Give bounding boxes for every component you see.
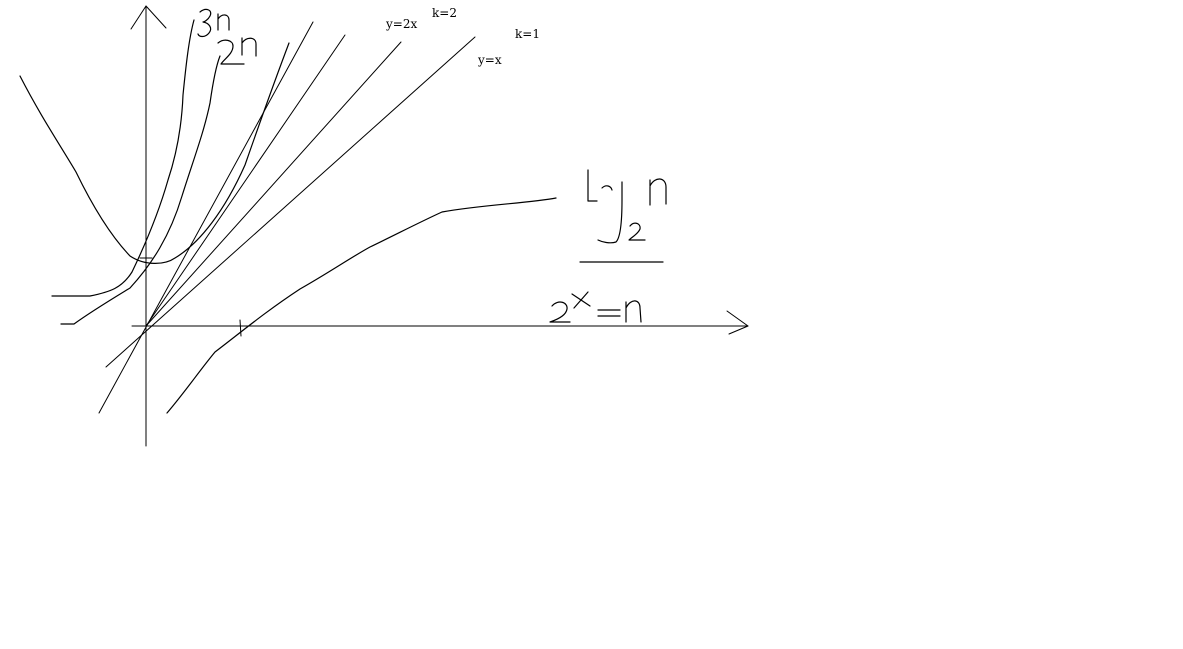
handwritten-equation — [550, 292, 641, 322]
x-axis-arrowhead — [727, 311, 748, 334]
handwritten-2n — [218, 38, 256, 64]
y-axis-arrowhead — [131, 6, 166, 29]
curve-log2n — [167, 198, 556, 413]
label-k-equals-2: k=2 — [432, 6, 457, 20]
handwritten-log2n — [580, 170, 666, 262]
label-y-equals-x: y=x — [478, 53, 502, 67]
label-y-equals-2x: y=2x — [386, 17, 418, 31]
axes — [131, 6, 748, 446]
curve-3n — [52, 20, 194, 296]
label-k-equals-1: k=1 — [515, 27, 540, 41]
x-tick-one — [240, 320, 241, 336]
handwritten-3n — [198, 9, 229, 36]
curves — [20, 20, 556, 413]
parabola-curve — [20, 43, 289, 263]
steep-line-a — [99, 22, 313, 413]
typed-labels — [385, 6, 540, 67]
